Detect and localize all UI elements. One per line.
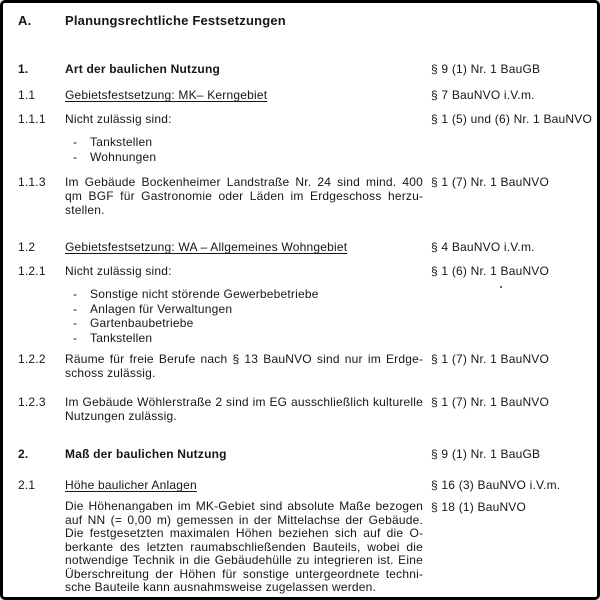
subsection-heading: Gebietsfestsetzung: MK– Kerngebiet — [65, 88, 268, 102]
list-item-label: Sonstige nicht störende Gewerbebetriebe — [90, 287, 319, 301]
list-item-label: Anlagen für Verwaltungen — [90, 301, 233, 316]
list-item — [65, 150, 423, 165]
legal-reference: § 1 (7) Nr. 1 BauNVO — [431, 395, 550, 409]
list-item — [65, 287, 423, 302]
list-item-label: Wohnungen — [90, 150, 157, 164]
bullet-dash: - — [73, 135, 78, 149]
list-item — [65, 316, 423, 331]
subsection-heading: Gebietsfestsetzung: WA – Allgemeines Wohngebiet — [65, 240, 348, 254]
clause-text: Räume für freie Berufe nach § 13 BauNVO sind nur im Erdgeschoss zulässig. — [65, 352, 423, 380]
clause-text: Die Höhenangaben im MK-Gebiet sind absolute Maße bezogen auf NN (= 0,00 m) gemessen in der Mittelachse der Gebäude. Die festgesetzten maximalen Höhen beziehen sich auf die Oberkante des letzten raumabschließenden Bauteils, wobei die notwendige Technik in die Gebäudehülle zu integrieren ist. Eine Überschreitung der Höhen für sonstige untergeordnete technische Bauteile kann ausnahmsweise zugelassen werden. — [65, 499, 423, 594]
clause-number: 1.2.1 — [18, 264, 46, 278]
bullet-dash: - — [73, 301, 78, 316]
legal-reference: § 9 (1) Nr. 1 BauGB — [431, 62, 541, 76]
list-item-label: Tankstellen — [90, 330, 153, 345]
clause-text: Im Gebäude Bockenheimer Landstraße Nr. 24 sind mind. 400 qm BGF für Gastronomie oder Läden im Erdgeschoss herzustellen. — [65, 175, 423, 217]
section-heading: Art der baulichen Nutzung — [65, 62, 220, 76]
bullet-dash: - — [73, 316, 78, 330]
subsection-number: 1.1 — [18, 88, 36, 102]
section-number: 2. — [18, 447, 29, 461]
list-item-label: Tankstellen — [90, 135, 153, 149]
clause-number: 1.2.3 — [18, 395, 46, 409]
bullet-dash: - — [73, 287, 78, 301]
section-heading: Maß der baulichen Nutzung — [65, 447, 227, 461]
clause-text: Nicht zulässig sind: — [65, 264, 172, 278]
legal-reference: § 1 (7) Nr. 1 BauNVO — [431, 175, 550, 189]
subsection-heading: Höhe baulicher Anlagen — [65, 478, 197, 492]
page-title: Planungsrechtliche Festsetzungen — [65, 13, 286, 28]
legal-reference: § 18 (1) BauNVO — [431, 500, 527, 514]
list-item-label: Gartenbaubetriebe — [90, 316, 194, 330]
bullet-dash: - — [73, 330, 78, 345]
title-number: A. — [18, 13, 32, 28]
legal-reference: § 7 BauNVO i.V.m. — [431, 88, 535, 102]
clause-number: 1.2.2 — [18, 352, 46, 366]
list-item — [65, 331, 423, 346]
legal-reference: § 16 (3) BauNVO i.V.m. — [431, 478, 561, 492]
clause-number: 1.1.1 — [18, 112, 46, 126]
list-item — [65, 135, 423, 150]
clause-number: 1.1.3 — [18, 175, 46, 189]
legal-reference: § 1 (6) Nr. 1 BauNVO — [431, 264, 550, 278]
scan-artifact-dot — [500, 286, 502, 288]
legal-reference: § 9 (1) Nr. 1 BauGB — [431, 447, 541, 461]
subsection-number: 1.2 — [18, 240, 36, 254]
legal-reference: § 4 BauNVO i.V.m. — [431, 240, 535, 254]
bullet-dash: - — [73, 150, 78, 164]
legal-reference: § 1 (5) und (6) Nr. 1 BauNVO — [431, 112, 593, 126]
clause-text: Im Gebäude Wöhlerstraße 2 sind im EG ausschließlich kulturelle Nutzungen zulässig. — [65, 395, 423, 423]
list-item — [65, 302, 423, 317]
legal-reference: § 1 (7) Nr. 1 BauNVO — [431, 352, 550, 366]
subsection-number: 2.1 — [18, 478, 36, 492]
section-number: 1. — [18, 62, 29, 76]
clause-text: Nicht zulässig sind: — [65, 112, 172, 126]
